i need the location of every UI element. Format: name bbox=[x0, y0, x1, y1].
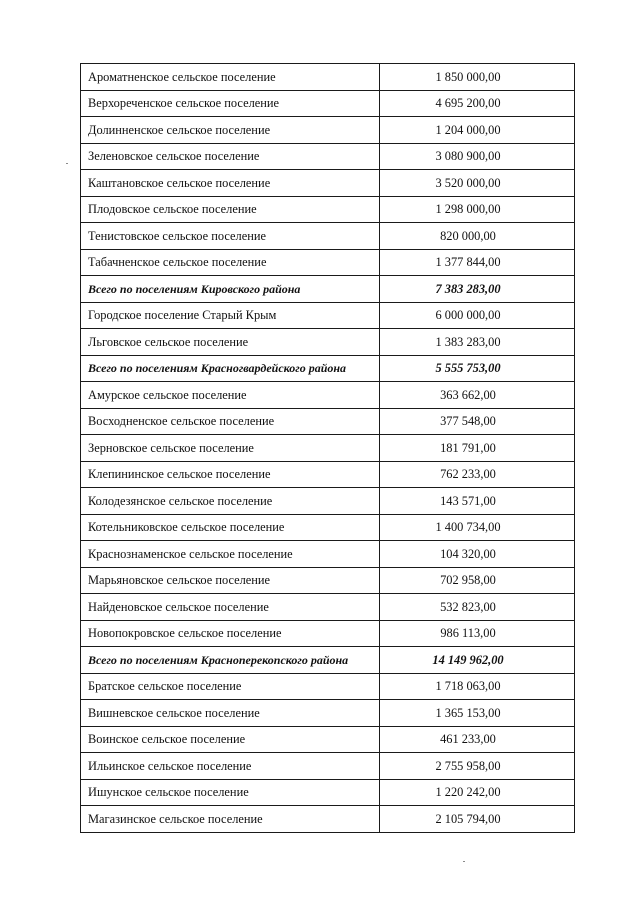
settlement-name: Амурское сельское поселение bbox=[81, 382, 380, 409]
amount-value: 2 755 958,00 bbox=[380, 753, 575, 780]
settlement-name: Плодовское сельское поселение bbox=[81, 196, 380, 223]
settlement-name: Воинское сельское поселение bbox=[81, 726, 380, 753]
table-row bbox=[81, 779, 575, 806]
table-row bbox=[81, 329, 575, 356]
amount-value: 762 233,00 bbox=[380, 461, 575, 488]
amount-value: 377 548,00 bbox=[380, 408, 575, 435]
table-row bbox=[81, 567, 575, 594]
scan-speck bbox=[66, 163, 68, 164]
settlement-name: Котельниковское сельское поселение bbox=[81, 514, 380, 541]
table-row bbox=[81, 382, 575, 409]
table-body bbox=[81, 64, 575, 833]
table-row bbox=[81, 594, 575, 621]
total-label: Всего по поселениям Кировского района bbox=[81, 276, 380, 303]
table-row bbox=[81, 700, 575, 727]
table-row bbox=[81, 249, 575, 276]
table-row bbox=[81, 620, 575, 647]
settlement-name: Льговское сельское поселение bbox=[81, 329, 380, 356]
table-row bbox=[81, 408, 575, 435]
table-row bbox=[81, 435, 575, 462]
table-row bbox=[81, 170, 575, 197]
settlement-name: Городское поселение Старый Крым bbox=[81, 302, 380, 329]
amount-value: 1 400 734,00 bbox=[380, 514, 575, 541]
total-label: Всего по поселениям Красногвардейского района bbox=[81, 355, 380, 382]
amount-value: 986 113,00 bbox=[380, 620, 575, 647]
settlement-name: Зерновское сельское поселение bbox=[81, 435, 380, 462]
table-row bbox=[81, 806, 575, 833]
amount-value: 181 791,00 bbox=[380, 435, 575, 462]
settlement-name: Табачненское сельское поселение bbox=[81, 249, 380, 276]
document-page bbox=[80, 63, 568, 833]
amount-value: 1 718 063,00 bbox=[380, 673, 575, 700]
settlement-name: Ишунское сельское поселение bbox=[81, 779, 380, 806]
table-row bbox=[81, 488, 575, 515]
scan-speck bbox=[463, 861, 465, 862]
amount-value: 532 823,00 bbox=[380, 594, 575, 621]
settlement-name: Колодезянское сельское поселение bbox=[81, 488, 380, 515]
settlement-name: Клепининское сельское поселение bbox=[81, 461, 380, 488]
table-row bbox=[81, 514, 575, 541]
settlement-name: Вишневское сельское поселение bbox=[81, 700, 380, 727]
amount-value: 2 105 794,00 bbox=[380, 806, 575, 833]
settlement-name: Верхореченское сельское поселение bbox=[81, 90, 380, 117]
amount-value: 1 220 242,00 bbox=[380, 779, 575, 806]
table-row bbox=[81, 64, 575, 91]
table-row bbox=[81, 302, 575, 329]
amount-value: 3 520 000,00 bbox=[380, 170, 575, 197]
settlement-budget-table bbox=[80, 63, 575, 833]
total-amount: 5 555 753,00 bbox=[380, 355, 575, 382]
amount-value: 1 383 283,00 bbox=[380, 329, 575, 356]
settlement-name: Новопокровское сельское поселение bbox=[81, 620, 380, 647]
settlement-name: Зеленовское сельское поселение bbox=[81, 143, 380, 170]
amount-value: 702 958,00 bbox=[380, 567, 575, 594]
table-row bbox=[81, 753, 575, 780]
amount-value: 1 298 000,00 bbox=[380, 196, 575, 223]
table-row bbox=[81, 143, 575, 170]
amount-value: 6 000 000,00 bbox=[380, 302, 575, 329]
amount-value: 3 080 900,00 bbox=[380, 143, 575, 170]
amount-value: 461 233,00 bbox=[380, 726, 575, 753]
table-row bbox=[81, 223, 575, 250]
total-row bbox=[81, 276, 575, 303]
total-amount: 7 383 283,00 bbox=[380, 276, 575, 303]
settlement-name: Найденовское сельское поселение bbox=[81, 594, 380, 621]
total-label: Всего по поселениям Красноперекопского района bbox=[81, 647, 380, 674]
total-amount: 14 149 962,00 bbox=[380, 647, 575, 674]
amount-value: 363 662,00 bbox=[380, 382, 575, 409]
table-row bbox=[81, 461, 575, 488]
settlement-name: Магазинское сельское поселение bbox=[81, 806, 380, 833]
table-row bbox=[81, 196, 575, 223]
settlement-name: Краснознаменское сельское поселение bbox=[81, 541, 380, 568]
amount-value: 143 571,00 bbox=[380, 488, 575, 515]
settlement-name: Марьяновское сельское поселение bbox=[81, 567, 380, 594]
amount-value: 1 850 000,00 bbox=[380, 64, 575, 91]
table-row bbox=[81, 726, 575, 753]
settlement-name: Тенистовское сельское поселение bbox=[81, 223, 380, 250]
settlement-name: Ароматненское сельское поселение bbox=[81, 64, 380, 91]
settlement-name: Братское сельское поселение bbox=[81, 673, 380, 700]
amount-value: 820 000,00 bbox=[380, 223, 575, 250]
table-row bbox=[81, 673, 575, 700]
settlement-name: Ильинское сельское поселение bbox=[81, 753, 380, 780]
table-row bbox=[81, 90, 575, 117]
total-row bbox=[81, 355, 575, 382]
table-row bbox=[81, 541, 575, 568]
table-row bbox=[81, 117, 575, 144]
amount-value: 1 377 844,00 bbox=[380, 249, 575, 276]
amount-value: 4 695 200,00 bbox=[380, 90, 575, 117]
settlement-name: Каштановское сельское поселение bbox=[81, 170, 380, 197]
amount-value: 104 320,00 bbox=[380, 541, 575, 568]
amount-value: 1 204 000,00 bbox=[380, 117, 575, 144]
settlement-name: Восходненское сельское поселение bbox=[81, 408, 380, 435]
amount-value: 1 365 153,00 bbox=[380, 700, 575, 727]
total-row bbox=[81, 647, 575, 674]
settlement-name: Долинненское сельское поселение bbox=[81, 117, 380, 144]
